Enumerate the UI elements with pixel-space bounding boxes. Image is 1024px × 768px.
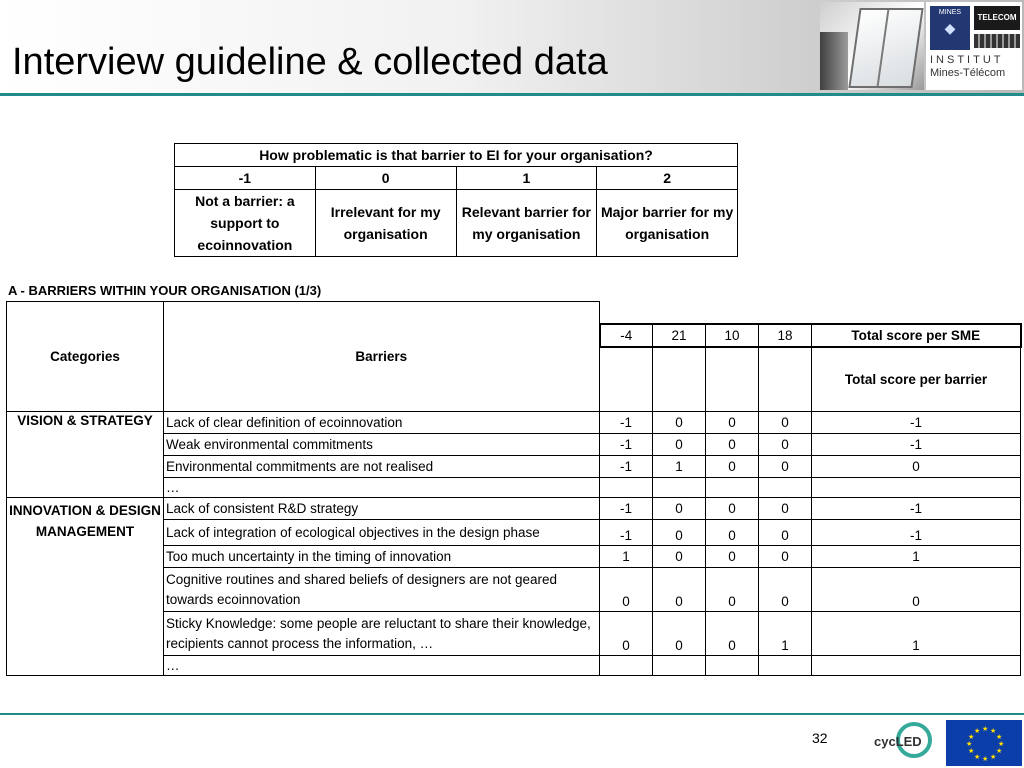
slide-title: Interview guideline & collected data bbox=[12, 41, 608, 83]
eu-flag-icon: ★ ★ ★ ★ ★ ★ ★ ★ ★ ★ ★ ★ bbox=[946, 720, 1022, 766]
score-cell: 0 bbox=[706, 546, 759, 568]
logo-institut-text: INSTITUT bbox=[930, 54, 1004, 66]
score-cell: 0 bbox=[759, 498, 812, 520]
barrier-label: Too much uncertainty in the timing of innovation bbox=[164, 546, 600, 568]
score-cell: 0 bbox=[600, 612, 653, 656]
score-cell bbox=[600, 478, 653, 498]
problem-scale-table bbox=[174, 143, 738, 257]
telecom-logo: TELECOM bbox=[974, 6, 1020, 30]
institut-mines-telecom-logo bbox=[926, 2, 1022, 90]
score-cell: 1 bbox=[759, 612, 812, 656]
sme-total: 18 bbox=[759, 324, 812, 347]
header-divider bbox=[0, 93, 1024, 96]
score-cell: 0 bbox=[759, 456, 812, 478]
score-cell: -1 bbox=[600, 456, 653, 478]
barrier-total: 0 bbox=[812, 568, 1021, 612]
scale-description: Not a barrier: a support to ecoinnovation bbox=[175, 190, 316, 257]
barrier-label: Environmental commitments are not realised bbox=[164, 456, 600, 478]
barrier-label: Lack of clear definition of ecoinnovation bbox=[164, 412, 600, 434]
barrier-total: 1 bbox=[812, 546, 1021, 568]
barrier-total bbox=[812, 478, 1021, 498]
barrier-label: Lack of integration of ecological objectives in the design phase bbox=[164, 520, 600, 546]
table-row bbox=[7, 498, 1021, 520]
score-cell: 0 bbox=[759, 412, 812, 434]
led-panel-photo bbox=[820, 2, 924, 90]
scale-score: -1 bbox=[175, 167, 316, 190]
scale-question: How problematic is that barrier to EI for your organisation? bbox=[175, 144, 738, 167]
score-cell bbox=[759, 478, 812, 498]
score-cell: 0 bbox=[653, 498, 706, 520]
barrier-total: -1 bbox=[812, 412, 1021, 434]
score-cell: -1 bbox=[600, 498, 653, 520]
table-row bbox=[7, 412, 1021, 434]
scale-score: 2 bbox=[597, 167, 738, 190]
cycled-logo: cycLED bbox=[874, 722, 936, 764]
sme-column-header bbox=[759, 347, 812, 412]
scale-description: Major barrier for my organisation bbox=[597, 190, 738, 257]
barrier-label: … bbox=[164, 478, 600, 498]
scale-score: 1 bbox=[456, 167, 597, 190]
scale-score: 0 bbox=[315, 167, 456, 190]
score-cell: 1 bbox=[653, 456, 706, 478]
score-cell: 0 bbox=[759, 568, 812, 612]
score-cell: 0 bbox=[706, 520, 759, 546]
score-cell: 0 bbox=[653, 434, 706, 456]
score-cell: 0 bbox=[706, 434, 759, 456]
sme-total: -4 bbox=[600, 324, 653, 347]
scale-description: Relevant barrier for my organisation bbox=[456, 190, 597, 257]
score-cell bbox=[653, 478, 706, 498]
section-title: A - BARRIERS WITHIN YOUR ORGANISATION (1/3) bbox=[8, 283, 322, 298]
score-cell: 0 bbox=[653, 568, 706, 612]
sme-total: 21 bbox=[653, 324, 706, 347]
score-cell: 0 bbox=[653, 612, 706, 656]
barrier-total: -1 bbox=[812, 434, 1021, 456]
score-cell: -1 bbox=[600, 434, 653, 456]
score-cell bbox=[600, 656, 653, 676]
score-cell: 0 bbox=[653, 412, 706, 434]
score-cell: 0 bbox=[759, 520, 812, 546]
score-cell bbox=[653, 656, 706, 676]
score-cell: 0 bbox=[653, 546, 706, 568]
barrier-label: Cognitive routines and shared beliefs of designers are not geared towards ecoinnovation bbox=[164, 568, 600, 612]
scale-description: Irrelevant for my organisation bbox=[315, 190, 456, 257]
score-cell: 0 bbox=[706, 412, 759, 434]
score-cell bbox=[706, 478, 759, 498]
category-label: VISION & STRATEGY bbox=[7, 412, 164, 498]
telecom-logo-graphic bbox=[974, 34, 1020, 48]
categories-header: Categories bbox=[7, 302, 164, 412]
logo-name-text: Mines-Télécom bbox=[930, 67, 1006, 79]
score-cell: 0 bbox=[759, 434, 812, 456]
category-label: INNOVATION & DESIGN MANAGEMENT bbox=[7, 498, 164, 676]
score-cell: 0 bbox=[706, 568, 759, 612]
sme-column-header bbox=[706, 347, 759, 412]
page-number: 32 bbox=[812, 730, 828, 746]
barrier-total bbox=[812, 656, 1021, 676]
sme-total: 10 bbox=[706, 324, 759, 347]
total-per-barrier-header: Total score per barrier bbox=[812, 347, 1021, 412]
barrier-label: Weak environmental commitments bbox=[164, 434, 600, 456]
footer-divider bbox=[0, 713, 1024, 715]
barrier-label: … bbox=[164, 656, 600, 676]
score-cell: 0 bbox=[759, 546, 812, 568]
score-cell: 0 bbox=[706, 612, 759, 656]
barrier-label: Sticky Knowledge: some people are reluctant to share their knowledge, recipients cannot process the information, … bbox=[164, 612, 600, 656]
diamond-icon: ◆ bbox=[944, 20, 956, 36]
score-cell bbox=[706, 656, 759, 676]
barrier-total: 0 bbox=[812, 456, 1021, 478]
score-cell: 0 bbox=[706, 456, 759, 478]
score-cell: -1 bbox=[600, 412, 653, 434]
sme-column-header bbox=[600, 347, 653, 412]
score-cell bbox=[759, 656, 812, 676]
score-cell: -1 bbox=[600, 520, 653, 546]
mines-logo: MINES ◆ bbox=[930, 6, 970, 50]
barriers-header: Barriers bbox=[164, 302, 600, 412]
total-per-sme-header: Total score per SME bbox=[812, 324, 1021, 347]
barrier-label: Lack of consistent R&D strategy bbox=[164, 498, 600, 520]
barrier-table bbox=[6, 301, 1022, 676]
score-cell: 0 bbox=[653, 520, 706, 546]
score-cell: 1 bbox=[600, 546, 653, 568]
score-cell: 0 bbox=[706, 498, 759, 520]
barrier-total: -1 bbox=[812, 520, 1021, 546]
barrier-total: -1 bbox=[812, 498, 1021, 520]
barrier-total: 1 bbox=[812, 612, 1021, 656]
score-cell: 0 bbox=[600, 568, 653, 612]
sme-column-header bbox=[653, 347, 706, 412]
